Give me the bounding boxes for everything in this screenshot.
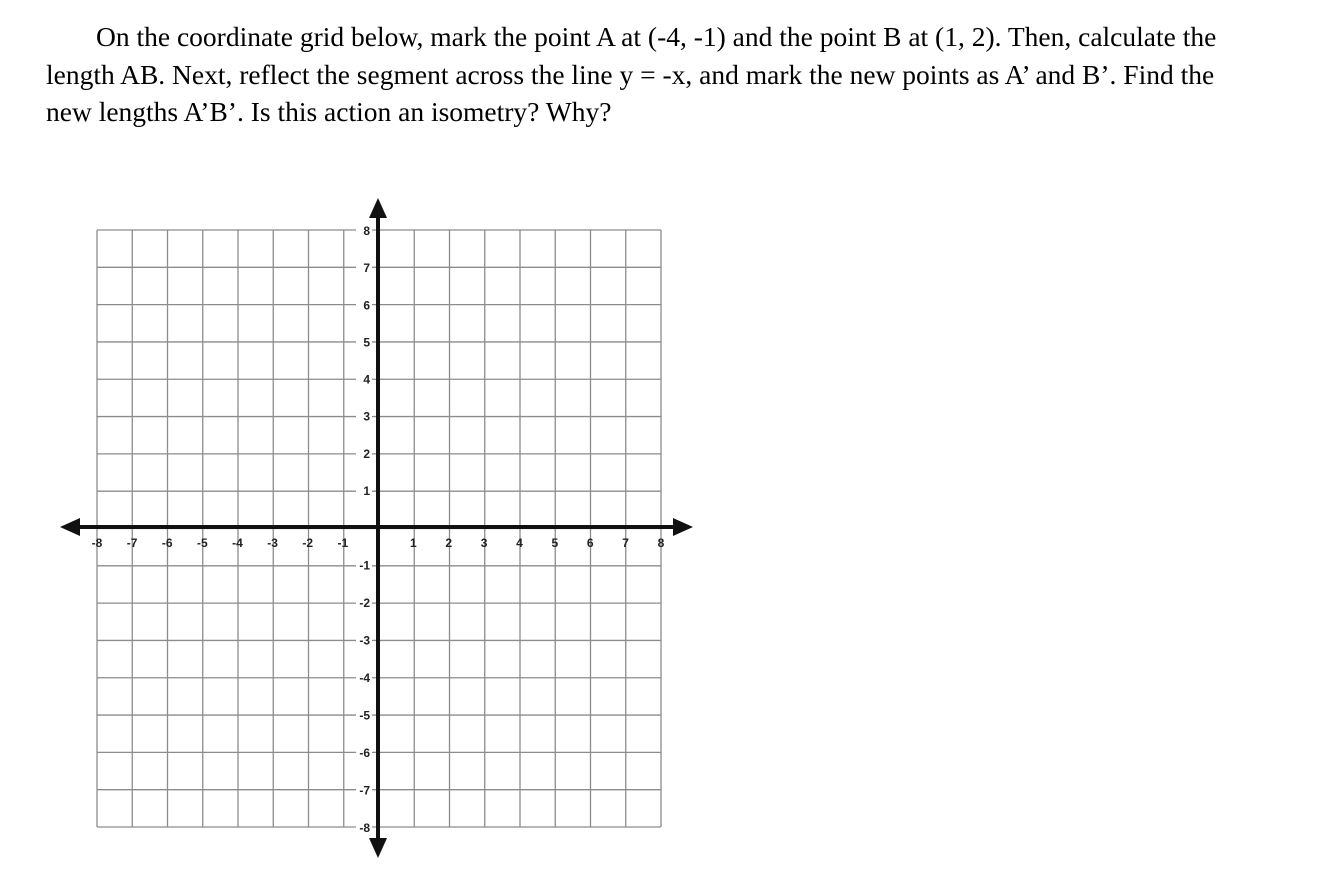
x-tick-label: -8 <box>91 536 103 550</box>
y-tick-label: 3 <box>363 409 370 424</box>
x-tick-label: 7 <box>622 536 629 550</box>
y-tick-label: 6 <box>363 298 370 313</box>
y-tick-label: 4 <box>363 372 370 387</box>
y-axis-bottom-arrow <box>369 838 387 858</box>
x-tick-label: 6 <box>586 536 594 550</box>
x-tick-label: 8 <box>657 536 665 550</box>
x-tick-label: -1 <box>337 536 349 550</box>
x-tick-label: 5 <box>551 536 559 550</box>
y-tick-label: -6 <box>359 746 370 760</box>
y-axis-top-arrow <box>369 198 387 218</box>
x-axis-right-arrow <box>673 518 693 536</box>
y-tick-label: 2 <box>363 446 370 461</box>
question-text: On the coordinate grid below, mark the point A at (-4, -1) and the point B at (1, 2). Then, calculate the length AB. Next, reflect the segment across the line y = -x, and mark the new points as A’ and B’. Find the new lengths A’B’. Is this action an isometry? Why? <box>46 21 1217 127</box>
x-axis-left-arrow <box>60 518 80 536</box>
x-tick-label: -4 <box>232 536 243 550</box>
y-tick-label: -8 <box>359 821 370 835</box>
y-tick-label: -1 <box>359 558 370 573</box>
axes <box>60 198 693 858</box>
y-tick-label: 8 <box>363 224 370 238</box>
x-tick-label: 1 <box>410 536 417 550</box>
y-tick-label: -5 <box>359 708 370 723</box>
y-tick-label: 5 <box>363 335 370 350</box>
y-tick-label: 1 <box>363 483 370 498</box>
x-tick-label: -3 <box>267 536 278 550</box>
x-tick-label: 4 <box>516 536 523 550</box>
y-tick-label: 7 <box>363 261 370 276</box>
x-tick-label: 3 <box>480 536 488 550</box>
x-tick-label: -5 <box>197 536 208 550</box>
y-tick-label: -3 <box>359 633 370 648</box>
y-tick-label: -2 <box>359 596 370 610</box>
x-tick-label: -7 <box>126 536 138 550</box>
y-tick-label: -4 <box>359 671 370 685</box>
y-tick-label: -7 <box>359 783 370 798</box>
x-tick-label: 2 <box>445 536 453 550</box>
x-tick-label: -2 <box>302 536 314 550</box>
x-tick-label: -6 <box>161 536 173 550</box>
